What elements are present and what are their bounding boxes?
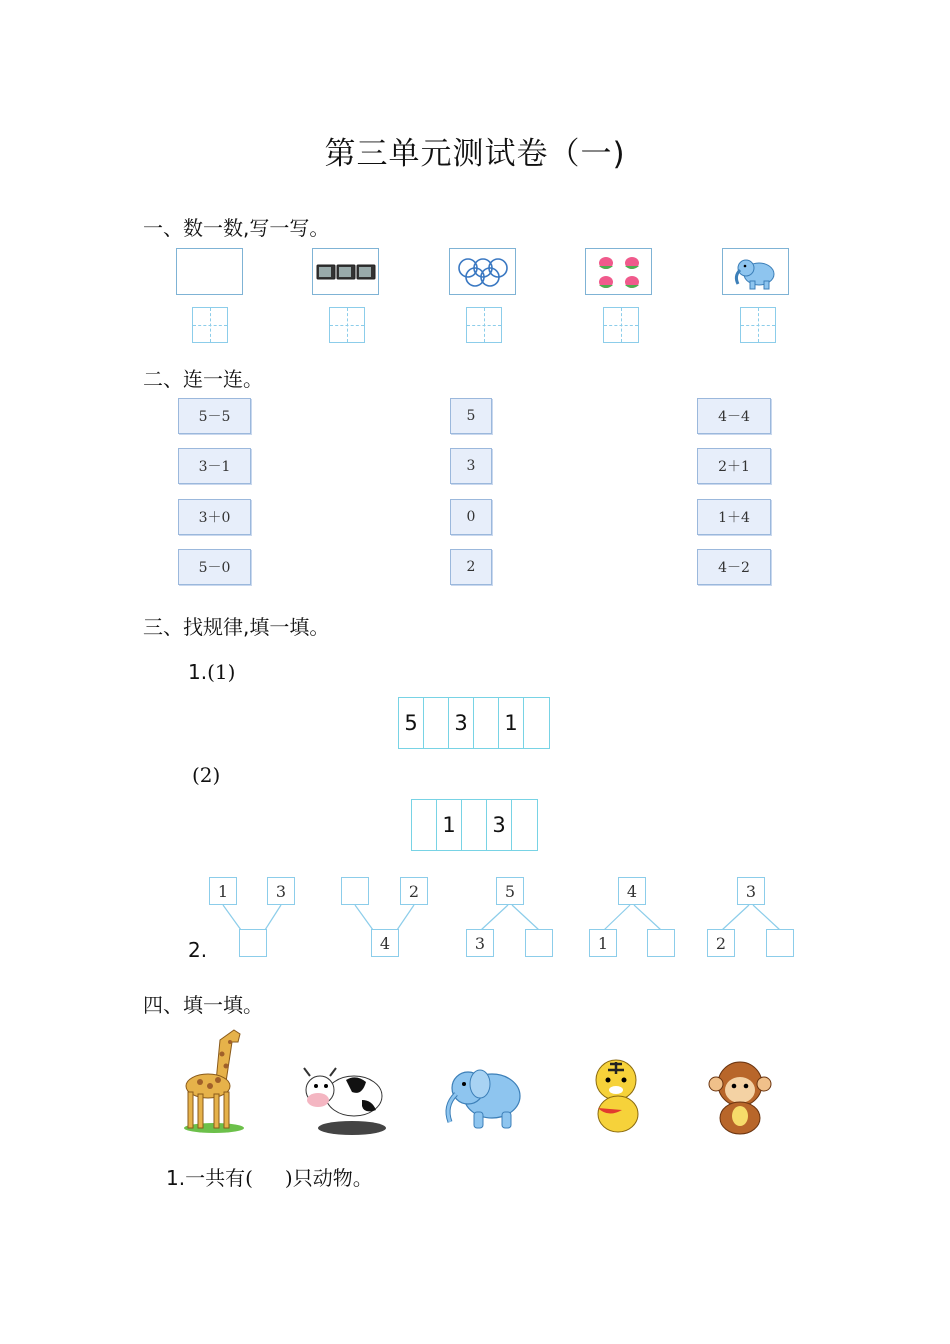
question-text-end: )只动物。 — [284, 1166, 373, 1190]
sub-question-2: (2) — [192, 763, 221, 787]
tree-3-top: 5 — [496, 877, 524, 905]
tree-4-bottom-left: 1 — [589, 929, 617, 957]
expression-card-left-3[interactable]: 3＋0 — [178, 499, 251, 535]
tree-1-top-right: 3 — [267, 877, 295, 905]
section-3-heading: 三、找规律,填一填。 — [143, 615, 330, 639]
giraffe-icon — [172, 1024, 248, 1136]
tree-2-top-left-blank[interactable] — [341, 877, 369, 905]
expression-card-left-4[interactable]: 5－0 — [178, 549, 251, 585]
tree-5-bottom-right-blank[interactable] — [766, 929, 794, 957]
tiger-icon — [580, 1052, 652, 1138]
cow-icon — [296, 1060, 394, 1136]
tree-4-bottom-right-blank[interactable] — [647, 929, 675, 957]
sub-question-1: (1) — [207, 660, 236, 684]
expression-card-left-2[interactable]: 3－1 — [178, 448, 251, 484]
question-text-start: 一共有( — [185, 1166, 253, 1190]
expression-card-left-1[interactable]: 5－5 — [178, 398, 251, 434]
sequence-cell: 1 — [499, 698, 524, 748]
sequence-cell: 3 — [449, 698, 474, 748]
tree-5-top: 3 — [737, 877, 765, 905]
number-card-1[interactable]: 5 — [450, 398, 492, 434]
tree-4-top: 4 — [618, 877, 646, 905]
monkey-icon — [704, 1056, 778, 1136]
question-number: 1. — [188, 660, 208, 684]
tree-5-bottom-left: 2 — [707, 929, 735, 957]
question-2-label: 2. — [188, 938, 208, 962]
number-card-2[interactable]: 3 — [450, 448, 492, 484]
question-number: 1. — [166, 1166, 186, 1190]
sequence-cell: 5 — [399, 698, 424, 748]
question-4-1 — [166, 1162, 373, 1191]
page-title: 第三单元测试卷（一) — [324, 136, 626, 172]
section-4-heading: 四、填一填。 — [143, 993, 263, 1017]
tree-3-bottom-left: 3 — [466, 929, 494, 957]
tree-2-bottom: 4 — [371, 929, 399, 957]
expression-card-right-3[interactable]: 1＋4 — [697, 499, 771, 535]
expression-card-right-1[interactable]: 4－4 — [697, 398, 771, 434]
sequence-cell: 3 — [487, 800, 512, 850]
section-2-heading: 二、连一连。 — [143, 367, 263, 391]
number-card-3[interactable]: 0 — [450, 499, 492, 535]
expression-card-right-4[interactable]: 4－2 — [697, 549, 771, 585]
number-card-4[interactable]: 2 — [450, 549, 492, 585]
tree-3-bottom-right-blank[interactable] — [525, 929, 553, 957]
tree-2-top-right: 2 — [400, 877, 428, 905]
section-1-heading: 一、数一数,写一写。 — [143, 216, 330, 240]
elephant-icon — [440, 1060, 528, 1136]
tree-1-bottom-blank[interactable] — [239, 929, 267, 957]
sequence-cell: 1 — [437, 800, 462, 850]
expression-card-right-2[interactable]: 2＋1 — [697, 448, 771, 484]
tree-1-top-left: 1 — [209, 877, 237, 905]
